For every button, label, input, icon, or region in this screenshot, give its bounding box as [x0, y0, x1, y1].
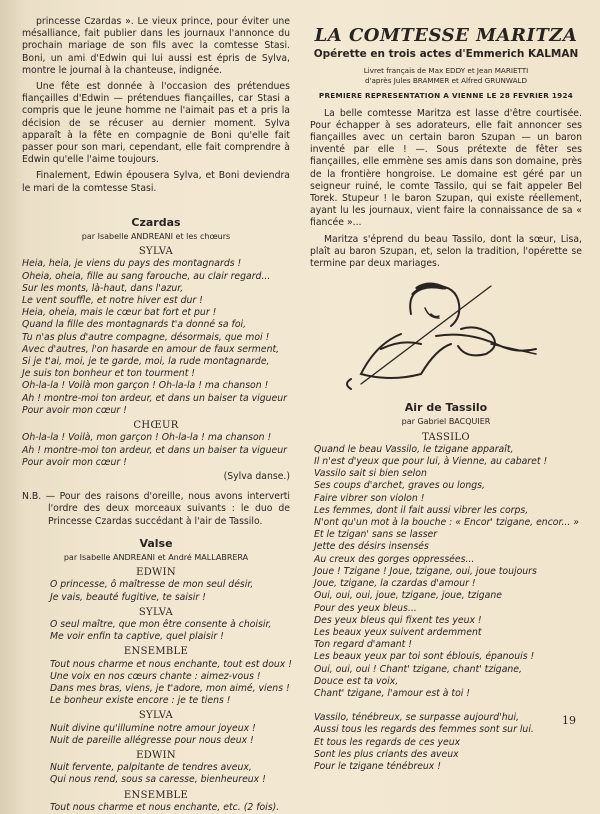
valse-credit: par Isabelle ANDREANI et André MALLABRERA — [63, 552, 249, 562]
verse-line: Heia, oheia, mais le cœur bat fort et pur ! — [22, 307, 217, 319]
verse-line: Je suis ton bonheur et ton tourment ! — [22, 368, 196, 380]
role-label: EDWIN — [136, 749, 176, 761]
synopsis-paragraph: Maritza s'éprend du beau Tassilo, dont la sœur, Lisa, plaît au baron Szupan, et, selon la tradition, l'opérette se termine par deux mariages. — [310, 233, 582, 270]
verse-line: Sont les plus criants des aveux — [314, 748, 459, 760]
sylva-verse — [22, 258, 290, 417]
verse-line: Vassilo, ténébreux, se surpasse aujourd'hui, — [314, 712, 520, 724]
verse-line: Nuit divine qu'illumine notre amour joyeux ! — [50, 722, 256, 734]
verse-line: Ses coups d'archet, graves ou longs, — [314, 480, 485, 492]
verse-line: Aussi tous les regards des femmes sont sur lui. — [314, 724, 534, 736]
choeur-verse — [22, 432, 290, 469]
verse-line: Des yeux bleus qui fixent tes yeux ! — [314, 614, 482, 626]
verse-line: Joue ! Tzigane ! Joue, tzigane, oui, joue toujours — [314, 565, 537, 577]
right-column — [310, 25, 582, 773]
verse-line: Ton regard d'amant ! — [314, 639, 413, 651]
verse-line: Quand le beau Vassilo, le tzigane apparaît, — [314, 443, 514, 455]
verse-line: Tout nous charme et nous enchante, etc. (2 fois). — [50, 801, 280, 813]
verse-line: Douce est ta voix, — [314, 675, 399, 687]
verse-line: Avec d'autres, l'on hasarde en amour de faux serment, — [22, 343, 280, 355]
verse-line: Les beaux yeux par toi sont éblouis, épanouis ! — [314, 651, 535, 663]
verse-line: Nuit fervente, palpitante de tendres aveux, — [50, 762, 252, 774]
role-label: SYLVA — [138, 246, 174, 258]
synopsis-paragraph: Finalement, Edwin épousera Sylva, et Boni deviendra le mari de la comtesse Stasi. — [22, 170, 290, 194]
verse-line: Le bonheur existe encore : je te tiens ! — [50, 695, 231, 707]
valse-verse — [50, 802, 290, 814]
verse-line: Chant' tzigane, l'amour est à toi ! — [314, 687, 471, 699]
nb-note: N.B. — Pour des raisons d'oreille, nous avons interverti l'ordre des deux morceaux suivants : le duo de Princesse Czardas succédant à l'air de Tassilo. — [22, 491, 290, 527]
verse-line: Le vent souffle, et notre hiver est dur ! — [22, 295, 203, 307]
verse-line: Vassilo sait si bien selon — [314, 468, 427, 480]
verse-line: Jette des désirs insensés — [314, 541, 429, 553]
stage-direction: (Sylva danse.) — [223, 470, 290, 482]
verse-line: Les femmes, dont il fait aussi vibrer les corps, — [314, 504, 529, 516]
verse-line: Pour avoir mon cœur ! — [22, 456, 127, 468]
valse-verses — [22, 567, 290, 814]
valse-verse — [50, 619, 290, 643]
verse-line: Il n'est d'yeux que pour lui, à Vienne, au cabaret ! — [314, 456, 548, 468]
role-label: CHŒUR — [133, 420, 179, 432]
role-label: EDWIN — [136, 567, 176, 579]
left-column — [22, 16, 290, 814]
verse-line: O seul maître, que mon être consente à choisir, — [50, 618, 272, 630]
valse-verse — [50, 659, 290, 708]
synopsis-paragraph: princesse Czardas ». Le vieux prince, pour éviter une mésalliance, fait publier dans les journaux l'annonce du prochain mariage de son fils avec la comtesse Stasi. Boni, un ami d'Edwin qui lui aussi est épris de Sylva, montre le journal à la chanteuse, indignée. — [22, 16, 290, 76]
verse-line: Heia, heia, je viens du pays des montagnards ! — [22, 258, 242, 270]
verse-line: Quand la fille des montagnards t'a donné sa foi, — [22, 319, 247, 331]
violinist-illustration — [341, 274, 551, 394]
synopsis-paragraph: Une fête est donnée à l'occasion des prétendues fiançailles d'Edwin — prétendues fiançailles, car Stasi a compris que le jeune homme ne l'aimait pas et a pris la décision de se récuser au dernier moment. Sylva apparaît à la fête en compagnie de Boni qu'elle fait passer pour son mari, cependant, elle fait comprendre à Edwin qu'elle l'aime toujours. — [22, 81, 290, 166]
verse-line: Pour avoir mon cœur ! — [22, 404, 127, 416]
verse-line: Joue, tzigane, la czardas d'amour ! — [314, 578, 476, 590]
czardas-credit: par Isabelle ANDREANI et les chœurs — [81, 232, 231, 242]
verse-line: Sur les monts, là-haut, dans l'azur, — [22, 282, 184, 294]
role-label: ENSEMBLE — [123, 789, 189, 801]
verse-line: Faire vibrer son violon ! — [314, 492, 425, 504]
valse-verse — [50, 723, 290, 747]
verse-line: Et le tzigan' sans se lasser — [314, 529, 438, 541]
verse-line: Oh-la-la ! Voilà mon garçon ! Oh-la-la ! ma chanson ! — [22, 380, 269, 392]
verse-line: N'ont qu'un mot à la bouche : « Encor' tzigane, encor... » — [314, 517, 580, 529]
air-credit: par Gabriel BACQUIER — [401, 417, 491, 427]
verse-line: Une voix en nos cœurs chante : aimez-vous ! — [50, 670, 261, 682]
verse-line: Tout nous charme et nous enchante, tout est doux ! — [50, 658, 292, 670]
verse-line: Qui nous rend, sous sa caresse, bienheureux ! — [50, 774, 266, 786]
verse-line: Si je t'ai, moi, je te garde, moi, la rude montagnarde, — [22, 356, 270, 368]
verse-line: Je vais, beauté fugitive, te saisir ! — [50, 591, 206, 603]
valse-verse — [50, 579, 290, 603]
air-heading: Air de Tassilo — [404, 401, 488, 415]
verse-line: Pour des yeux bleus... — [314, 602, 417, 614]
synopsis-paragraph: La belle comtesse Maritza est lasse d'être courtisée. Pour échapper à ses adorateurs, elle fait annoncer ses fiançailles avec un certain baron Szupan — un baron inventé par elle ! —. Sous prétexte de fêter ses fiançailles, elle emmène ses amis dans son domaine, près de la frontière hongroise. Le domaine est géré par un seigneur ruiné, le comte Tassilo, qui se fait appeler Bel Torek. Stupeur ! le baron Szupan, qui existe réellement, ayant lu les journaux, vient faire la connaissance de sa « fiancée »... — [310, 107, 582, 229]
verse-line: Oh-la-la ! Voilà, mon garçon ! Oh-la-la ! ma chanson ! — [22, 432, 272, 444]
verse-line: Et tous les regards de ces yeux — [314, 736, 461, 748]
czardas-heading: Czardas — [131, 215, 181, 229]
role-label: SYLVA — [138, 606, 174, 618]
verse-line: Me voir enfin ta captive, quel plaisir ! — [50, 631, 224, 643]
verse-line: Pour le tzigane ténébreux ! — [314, 760, 441, 772]
tassilo-stanza — [310, 712, 582, 773]
valse-heading: Valse — [139, 536, 173, 550]
page-number: 19 — [562, 714, 576, 727]
valse-verse — [50, 762, 290, 786]
role-label: SYLVA — [138, 710, 174, 722]
operetta-subtitle: Opérette en trois actes d'Emmerich KALMAN — [313, 48, 579, 61]
tassilo-stanza — [310, 444, 582, 700]
role-label: ENSEMBLE — [123, 646, 189, 658]
verse-line: Oui, oui, oui, joue, tzigane, joue, tzigane — [314, 590, 502, 602]
verse-line: Tu n'as plus d'autre compagne, désormais, que moi ! — [22, 331, 270, 343]
livret-credit: Livret français de Max EDDY et Jean MARIETTI — [363, 66, 529, 76]
verse-line: Oui, oui, oui ! Chant' tzigane, chant' tzigane, — [314, 663, 522, 675]
premiere-line: PREMIERE REPRESENTATION A VIENNE LE 28 FEVRIER 1924 — [318, 91, 574, 101]
operetta-title: LA COMTESSE MARITZA — [314, 25, 578, 46]
verse-line: Nuit de pareille allégresse pour nous deux ! — [50, 734, 254, 746]
role-label: TASSILO — [422, 431, 470, 443]
verse-line: Au creux des gorges oppressées... — [314, 553, 475, 565]
verse-line: O princesse, ô maîtresse de mon seul désir, — [50, 579, 254, 591]
verse-line: Oheia, oheia, fille au sang farouche, au clair regard... — [22, 270, 271, 282]
verse-line: Ah ! montre-moi ton ardeur, et dans un baiser ta vigueur — [22, 444, 287, 456]
livret-credit: d'après Jules BRAMMER et Alfred GRUNWALD — [364, 75, 528, 85]
verse-line: Les beaux yeux suivent ardemment — [314, 626, 482, 638]
verse-line: Dans mes bras, viens, je t'adore, mon aimé, viens ! — [50, 682, 290, 694]
verse-line: Ah ! montre-moi ton ardeur, et dans un baiser ta vigueur — [22, 392, 287, 404]
